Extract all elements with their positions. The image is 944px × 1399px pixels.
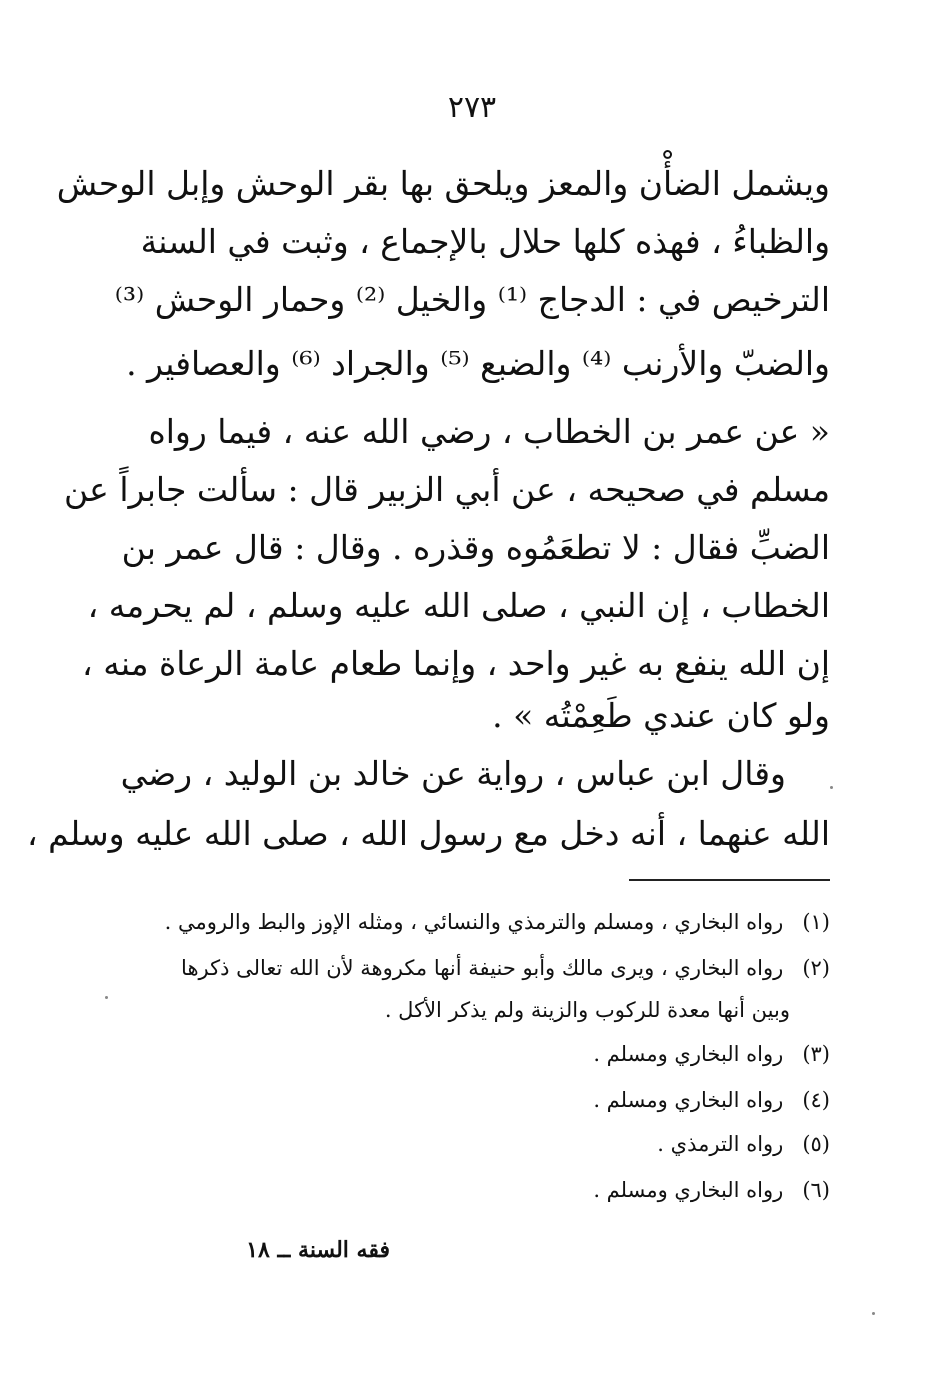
footnote-text: رواه الترمذي . bbox=[657, 1132, 784, 1156]
paper-speck bbox=[830, 786, 833, 789]
body-line-12: الله عنهما ، أنه دخل مع رسول الله ، صلى الله عليه وسلم ، bbox=[26, 814, 830, 853]
footnote-text: رواه البخاري ومسلم . bbox=[593, 1042, 784, 1066]
footnote-number: (٤) bbox=[802, 1088, 830, 1112]
body-line-8: الخطاب ، إن النبي ، صلى الله عليه وسلم ، لم يحرمه ، bbox=[87, 586, 830, 625]
footnote-5 bbox=[140, 1124, 830, 1164]
footnote-text: رواه البخاري ومسلم . bbox=[593, 1088, 784, 1112]
footnote-number: (٥) bbox=[802, 1132, 830, 1156]
footnote-number: (٣) bbox=[802, 1042, 830, 1066]
footnote-separator bbox=[629, 879, 830, 881]
page-number: ٢٧٣ bbox=[447, 90, 497, 125]
footnote-text: رواه البخاري ومسلم . bbox=[593, 1178, 784, 1202]
footnote-number: (١) bbox=[802, 910, 830, 934]
footnote-1 bbox=[140, 902, 830, 942]
body-line-11: وقال ابن عباس ، رواية عن خالد بن الوليد ، رضي bbox=[120, 754, 786, 793]
footnote-2-continuation bbox=[140, 990, 830, 1030]
body-line-5: « عن عمر بن الخطاب ، رضي الله عنه ، فيما رواه bbox=[148, 412, 830, 451]
body-line-9: إن الله ينفع به غير واحد ، وإنما طعام عامة الرعاة منه ، bbox=[82, 644, 830, 683]
footnote-number: (٢) bbox=[802, 956, 830, 980]
body-line-3: الترخيص في : الدجاج ⁽¹⁾ والخيل ⁽²⁾ وحمار الوحش ⁽³⁾ bbox=[114, 280, 830, 319]
footnote-number: (٦) bbox=[802, 1178, 830, 1202]
body-line-1: ويشمل الضأْن والمعز ويلحق بها بقر الوحش وإبل الوحش bbox=[56, 164, 830, 203]
body-line-6: مسلم في صحيحه ، عن أبي الزبير قال : سألت جابراً عن bbox=[64, 470, 830, 509]
footnote-text: رواه البخاري ، ومسلم والترمذي والنسائي ، ومثله الإوز والبط والرومي . bbox=[164, 910, 784, 934]
signature-mark: فقه السنة ــ ١٨ bbox=[246, 1237, 390, 1263]
footnote-text: رواه البخاري ، ويرى مالك وأبو حنيفة أنها مكروهة لأن الله تعالى ذكرها bbox=[181, 956, 784, 980]
footnote-6 bbox=[140, 1170, 830, 1210]
body-line-2: والظباءُ ، فهذه كلها حلال بالإجماع ، وثبت في السنة bbox=[140, 222, 830, 261]
paper-speck bbox=[105, 996, 108, 999]
footnote-text: وبين أنها معدة للركوب والزينة ولم يذكر الأكل . bbox=[384, 998, 790, 1022]
paper-speck bbox=[872, 1312, 875, 1315]
body-line-7: الضبِّ فقال : لا تطعَمُوه وقذره . وقال : قال عمر بن bbox=[121, 528, 830, 567]
body-line-4: والضبّ والأرنب ⁽⁴⁾ والضبع ⁽⁵⁾ والجراد ⁽⁶⁾ والعصافير . bbox=[126, 344, 830, 383]
footnote-3 bbox=[140, 1034, 830, 1074]
footnote-4 bbox=[140, 1080, 830, 1120]
footnote-2 bbox=[140, 948, 830, 988]
body-line-10: ولو كان عندي طَعِمْتُه » . bbox=[492, 696, 830, 735]
